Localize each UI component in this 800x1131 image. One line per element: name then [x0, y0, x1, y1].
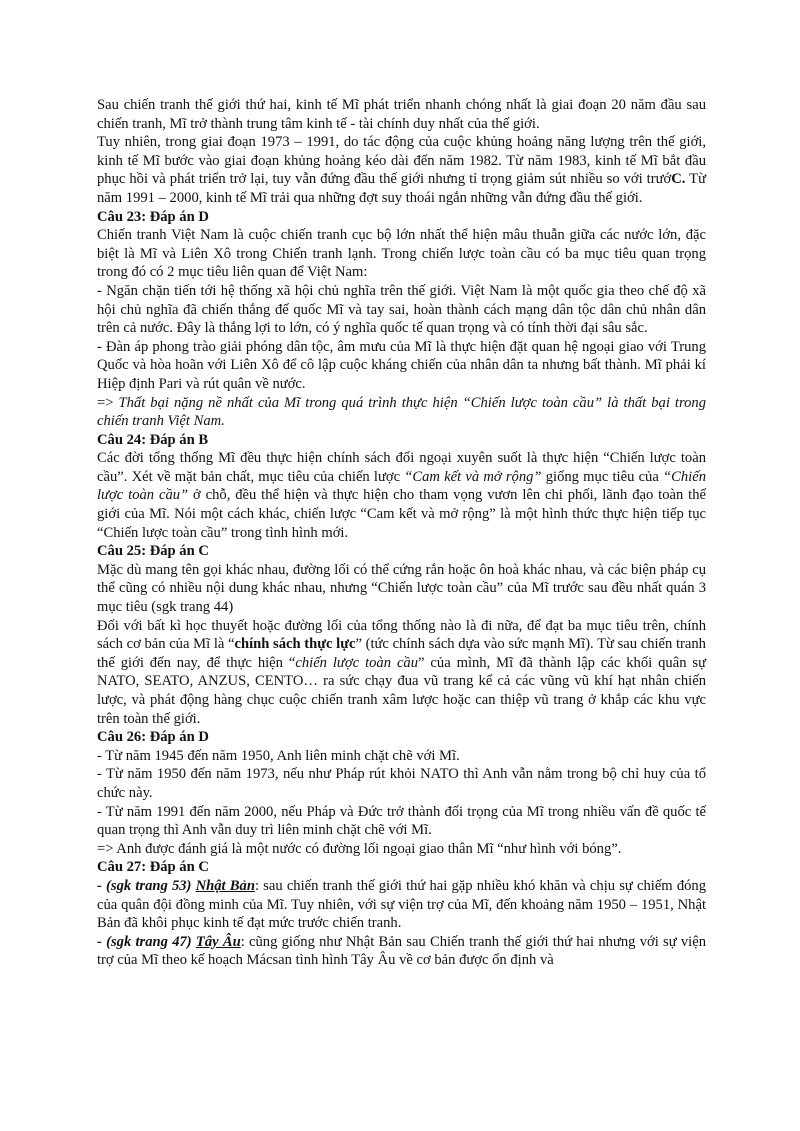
question-27-heading: Câu 27: Đáp án C	[97, 859, 209, 876]
question-26-paragraph-1: - Từ năm 1945 đến năm 1950, Anh liên minh chặt chẽ với Mĩ.	[97, 747, 460, 764]
question-25-bold-policy: chính sách thực lực	[234, 636, 356, 653]
question-25-text-c: ” (tức chính sách dựa vào sức mạnh Mĩ). Từ sau chiến tranh thế giới đến nay, để thực hiện “	[97, 636, 706, 671]
question-23-paragraph-1: Chiến tranh Việt Nam là cuộc chiến tranh cục bộ lớn nhất thể hiện mâu thuẫn giữa các nước lớn, đặc biệt là Mĩ và Liên Xô trong Chiến tranh lạnh. Trong chiến lược toàn cầu có ba mục tiêu quan trọng trong đó có 2 mục tiêu liên quan để Việt Nam:	[97, 227, 706, 281]
question-24-heading: Câu 24: Đáp án B	[97, 431, 209, 448]
question-26-conclusion: => Anh được đánh giá là một nước có đường lối ngoại giao thân Mĩ “như hình với bóng”.	[97, 840, 622, 857]
question-26-heading: Câu 26: Đáp án D	[97, 729, 209, 746]
question-24-text-c: giống mục tiêu của	[541, 468, 664, 485]
question-24-text-e: ở chỗ, đều thể hiện và thực hiện cho tham vọng vươn lên chi phối, lãnh đạo toàn thế giới của Mĩ. Nói một cách khác, chiến lược “Cam kết và mở rộng” là một hình thức thực hiện tiếp tục “Chiến lược toàn cầu” trong tình hình mới.	[97, 487, 706, 541]
question-26-paragraph-3: - Từ năm 1991 đến năm 2000, nếu Pháp và Đức trở thành đối trọng của Mĩ trong nhiều vấn đề quốc tế quan trọng thì Anh vẫn duy trì liên minh chặt chẽ với Mĩ.	[97, 803, 706, 839]
question-24-paragraph-1	[97, 449, 706, 542]
question-27-ref-western-europe: - (sgk trang 47)	[97, 933, 196, 950]
question-23-paragraph-3: - Đàn áp phong trào giải phóng dân tộc, âm mưu của Mĩ là thực hiện đặt quan hệ ngoại giao với Trung Quốc và hòa hoãn với Liên Xô để cô lập cuộc kháng chiến của nhân dân ta nhưng bất thành. Mĩ phải kí Hiệp định Pari và rút quân về nước.	[97, 338, 706, 392]
question-27-paragraph-2	[97, 933, 706, 970]
question-23-heading: Câu 23: Đáp án D	[97, 208, 209, 225]
question-26-paragraph-2: - Từ năm 1950 đến năm 1973, nếu như Pháp rút khỏi NATO thì Anh vẫn nằm trong bộ chỉ huy của tổ chức này.	[97, 766, 706, 801]
intro-paragraph-2-bold: C.	[671, 171, 686, 188]
question-23-conclusion	[97, 394, 706, 431]
question-24-text-a: Các đời tổng thống Mĩ đều thực hiện chính sách đối ngoại xuyên suốt là thực hiện “Chiến lược toàn cầu”. Xét về mặt bản chất, mục tiêu của chiến lược	[97, 450, 706, 485]
question-25-text-a: Đối với bất kì học thuyết hoặc đường lối của tổng thống nào là đi nữa, để đạt ba mục tiêu trên, chính sách cơ bản của Mĩ là “	[97, 617, 706, 653]
question-27-japan-text: : sau chiến tranh thế giới thứ hai gặp nhiều khó khăn và chịu sự chiếm đóng của quân đội đồng minh của Mĩ. Tuy nhiên, với sự viện trợ của Mĩ, đến khoảng năm 1950 – 1951, Nhật Bản đã khôi phục kinh tế đạt mức trước chiến tranh.	[97, 877, 707, 932]
intro-paragraph-2-text-c: Từ năm 1991 – 2000, kinh tế Mĩ trải qua những đợt suy thoái ngắn những vẫn đứng đầu thế giới.	[97, 171, 706, 206]
question-25-italic-strategy: chiến lược toàn cầu	[295, 654, 419, 671]
question-25-text-e: ” của mình, Mĩ đã thành lập các khối quân sự NATO, SEATO, ANZUS, CENTO… ra sức chạy đua vũ trang kể cả các vũng vũ khí hạt nhân chiến lược, và phát động hàng chục cuộc chiến tranh xâm lược hoặc can thiệp vũ trang ở khắp các khu vực trên toàn thế giới.	[97, 654, 706, 727]
question-25-heading: Câu 25: Đáp án C	[97, 543, 209, 560]
question-27-western-europe-label: Tây Âu	[195, 933, 241, 950]
question-25-paragraph-1: Mặc dù mang tên gọi khác nhau, đường lối có thể cứng rắn hoặc ôn hoà khác nhau, và các biện pháp cụ thể cũng có nhiều nội dung khác nhau, nhưng “Chiến lược toàn cầu” của Mĩ trước sau đều nhất quán 3 mục tiêu (sgk trang 44)	[97, 561, 706, 616]
question-25-paragraph-2	[97, 617, 706, 729]
intro-paragraph-2	[97, 133, 706, 207]
question-27-japan-label: Nhật Bản	[195, 877, 255, 894]
question-23-conclusion-text: Thất bại nặng nề nhất của Mĩ trong quá trình thực hiện “Chiến lược toàn cầu” là thất bại trong chiến tranh Việt Nam.	[97, 394, 707, 430]
question-27-paragraph-1	[97, 877, 706, 933]
question-27-western-europe-text: : cũng giống như Nhật Bản sau Chiến tranh thế giới thứ hai nhưng với sự viện trợ của Mĩ theo kế hoạch Mácsan tình hình Tây Âu về cơ bản được ổn định và	[97, 933, 706, 969]
question-23-paragraph-2: - Ngăn chặn tiến tới hệ thống xã hội chủ nghĩa trên thế giới. Việt Nam là một quốc gia theo chế độ xã hội chủ nghĩa đã chiến thắng đế quốc Mĩ và tay sai, hoàn thành cách mạng dân tộc dân chủ nhân dân trên cả nước. Đây là thắng lợi to lớn, có ý nghĩa quốc tế quan trọng và có tính thời đại sâu sắc.	[97, 282, 706, 337]
question-27-ref-japan: - (sgk trang 53)	[97, 877, 196, 894]
question-23-conclusion-arrow: =>	[97, 394, 119, 411]
intro-paragraph-2-text-a: Tuy nhiên, trong giai đoạn 1973 – 1991, do tác động của cuộc khủng hoảng năng lượng trên thế giới, kinh tế Mĩ bước vào giai đoạn khủng hoảng kéo dài đến năm 1982. Từ năm 1983, kinh tế Mĩ bắt đầu phục hồi và phát triển trở lại, tuy vẫn đứng đầu thế giới nhưng tỉ trọng giảm sút nhiều so với trướ	[97, 134, 706, 188]
document-body	[97, 96, 706, 970]
question-24-italic-commit: “Cam kết và mở rộng”	[404, 468, 542, 485]
intro-paragraph-1: Sau chiến tranh thế giới thứ hai, kinh tế Mĩ phát triển nhanh chóng nhất là giai đoạn 20 năm đầu sau chiến tranh, Mĩ trở thành trung tâm kinh tế - tài chính duy nhất của thế giới.	[97, 97, 706, 132]
question-24-italic-global: “Chiến lược toàn cầu”	[97, 468, 706, 504]
